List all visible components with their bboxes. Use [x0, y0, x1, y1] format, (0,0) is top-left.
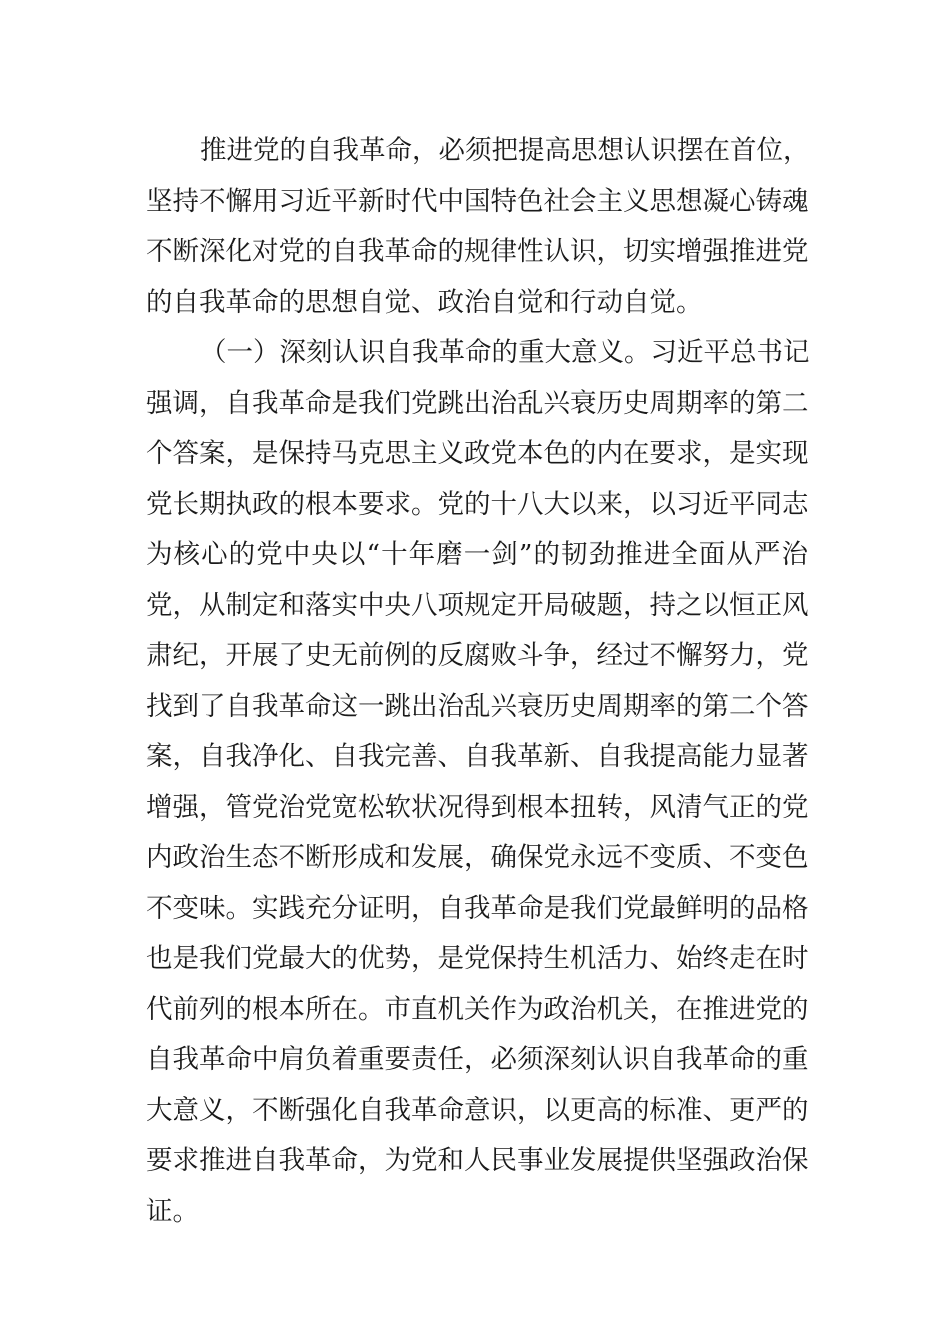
paragraph-line: 代前列的根本所在。市直机关作为政治机关，在推进党的 — [146, 993, 809, 1025]
paragraph-line: 强调，自我革命是我们党跳出治乱兴衰历史周期率的第二 — [146, 387, 809, 419]
paragraph-line: 为核心的党中央以“十年磨一剑”的韧劲推进全面从严治 — [146, 539, 808, 570]
paragraph-line: 不断深化对党的自我革命的规律性认识，切实增强推进党 — [146, 236, 809, 267]
paragraph-line: 证。 — [146, 1195, 199, 1227]
paragraph-line: 案，自我净化、自我完善、自我革新、自我提高能力显著 — [146, 741, 809, 772]
paragraph-line: 党长期执政的根本要求。党的十八大以来，以习近平同志 — [146, 488, 809, 520]
paragraph-1 — [146, 126, 808, 328]
paragraph-line: 找到了自我革命这一跳出治乱兴衰历史周期率的第二个答 — [146, 690, 809, 722]
paragraph-line: 肃纪，开展了史无前例的反腐败斗争，经过不懈努力，党 — [146, 640, 809, 671]
paragraph-line: 个答案，是保持马克思主义政党本色的内在要求，是实现 — [146, 438, 809, 469]
paragraph-line: 增强，管党治党宽松软状况得到根本扭转，风清气正的党 — [146, 791, 809, 823]
paragraph-line: 要求推进自我革命，为党和人民事业发展提供坚强政治保 — [146, 1145, 809, 1176]
paragraph-line: 推进党的自我革命，必须把提高思想认识摆在首位， — [200, 135, 810, 166]
paragraph-line: 党，从制定和落实中央八项规定开局破题，持之以恒正风 — [146, 589, 809, 621]
paragraph-line: 坚持不懈用习近平新时代中国特色社会主义思想凝心铸魂 — [146, 185, 809, 217]
paragraph-line: 内政治生态不断形成和发展，确保党永远不变质、不变色 — [146, 842, 809, 873]
paragraph-line: 不变味。实践充分证明，自我革命是我们党最鲜明的品格 — [146, 892, 809, 924]
paragraph-line: 的自我革命的思想自觉、政治自觉和行动自觉。 — [146, 286, 703, 318]
body-text — [146, 126, 808, 1237]
paragraph-line: 自我革命中肩负着重要责任，必须深刻认识自我革命的重 — [146, 1044, 809, 1075]
paragraph-2 — [146, 328, 808, 1237]
paragraph-line: 大意义，不断强化自我革命意识，以更高的标准、更严的 — [146, 1094, 809, 1126]
paragraph-line: 也是我们党最大的优势，是党保持生机活力、始终走在时 — [146, 943, 809, 974]
section-heading-line: （一）深刻认识自我革命的重大意义。习近平总书记 — [200, 337, 810, 368]
